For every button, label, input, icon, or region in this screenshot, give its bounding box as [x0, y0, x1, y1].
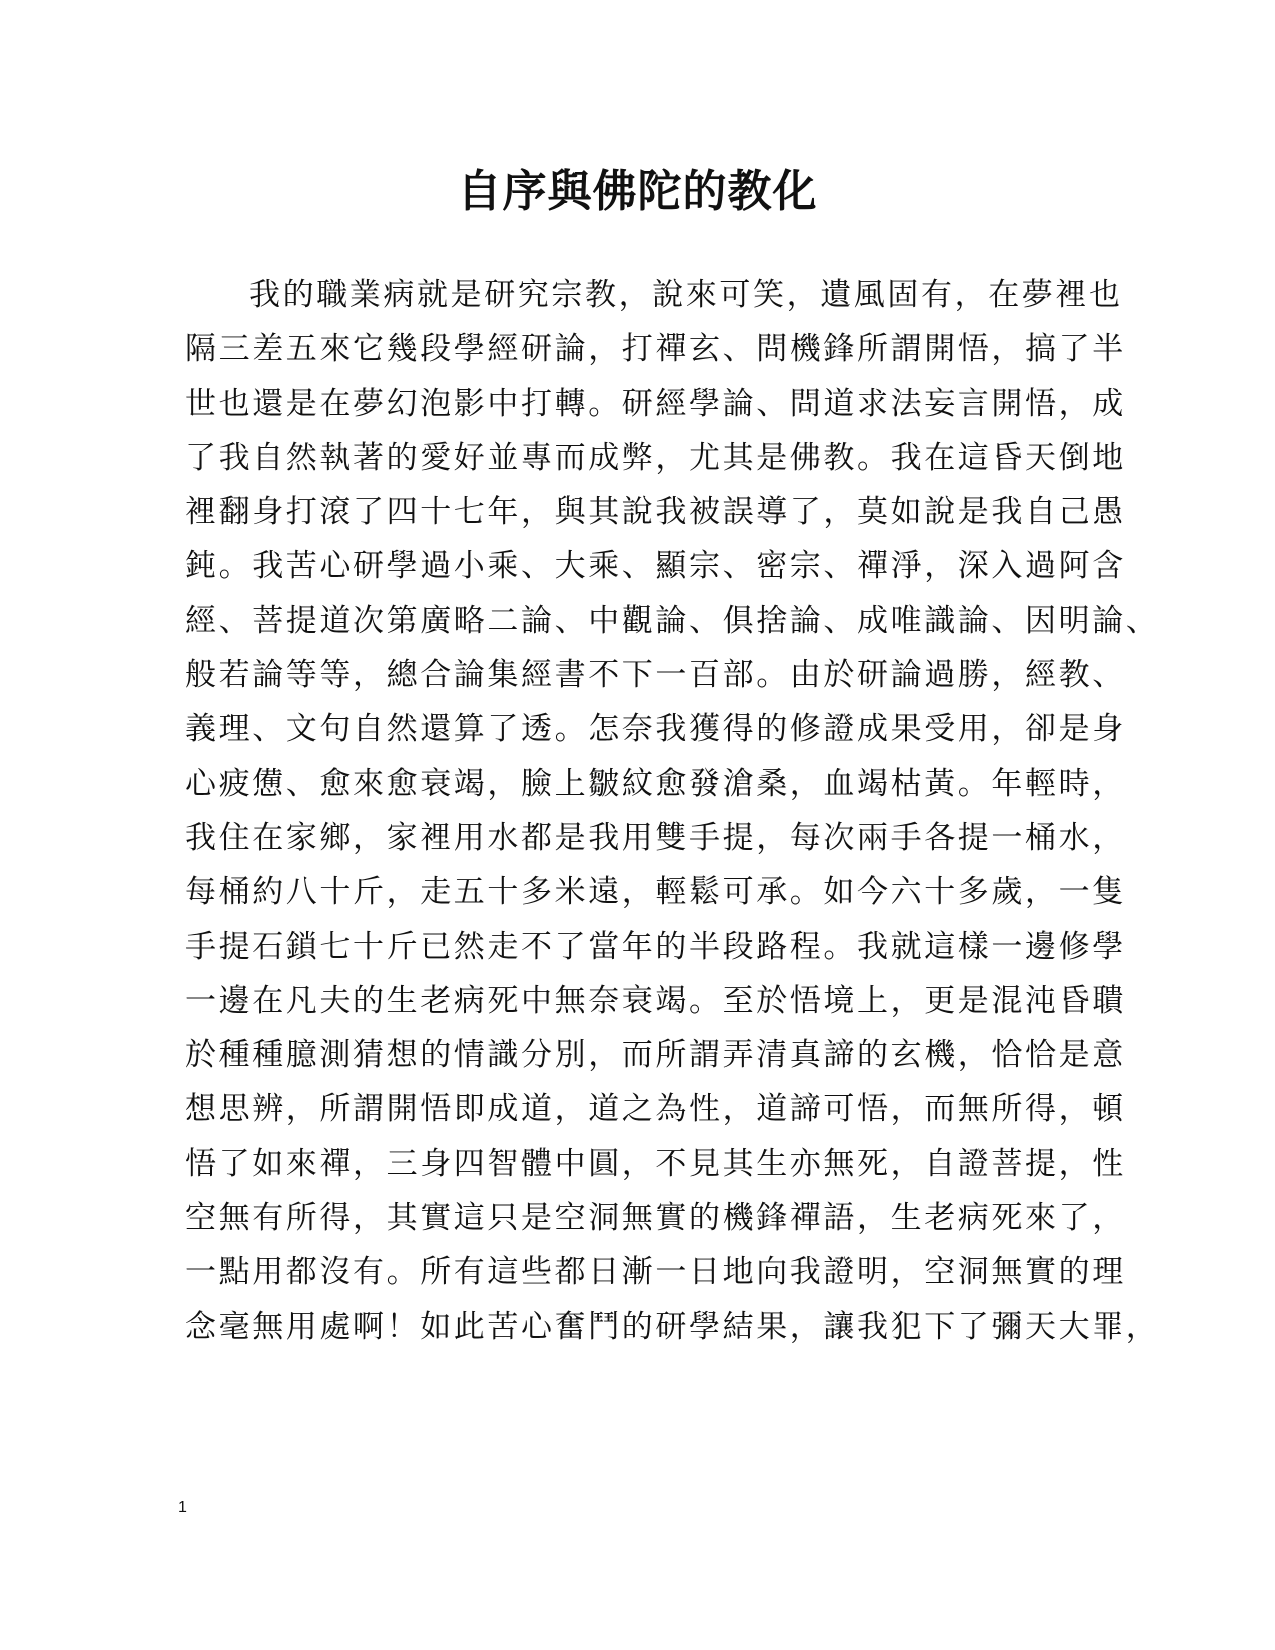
- text-line: 世也還是在夢幻泡影中打轉。研經學論、問道求法妄言開悟，成: [185, 385, 1126, 422]
- page-title: 自序與佛陀的教化: [457, 166, 818, 217]
- text-line: 了我自然執著的愛好並專而成弊，尤其是佛教。我在這昏天倒地: [185, 439, 1126, 476]
- text-line: 隔三差五來它幾段學經研論，打禪玄、問機鋒所謂開悟，搞了半: [185, 331, 1126, 368]
- text-line: 空無有所得，其實這只是空洞無實的機鋒禪語，生老病死來了，: [185, 1200, 1126, 1237]
- text-line: 想思辨，所謂開悟即成道，道之為性，道諦可悟，而無所得，頓: [185, 1091, 1126, 1128]
- text-line: 般若論等等，總合論集經書不下一百部。由於研論過勝，經教、: [185, 657, 1126, 694]
- text-line: 我住在家鄉，家裡用水都是我用雙手提，每次兩手各提一桶水，: [185, 819, 1126, 856]
- text-line: 裡翻身打滾了四十七年，與其說我被誤導了，莫如說是我自己愚: [185, 494, 1126, 531]
- text-line: 經、菩提道次第廣略二論、中觀論、俱捨論、成唯識論、因明論、: [185, 602, 1160, 639]
- text-line: 於種種臆測猜想的情識分別，而所謂弄清真諦的玄機，恰恰是意: [185, 1037, 1126, 1074]
- text-line: 悟了如來禪，三身四智體中圓，不見其生亦無死，自證菩提，性: [185, 1145, 1126, 1182]
- text-line: 鈍。我苦心研學過小乘、大乘、顯宗、密宗、禪淨，深入過阿含: [185, 548, 1126, 585]
- body-paragraph: [185, 268, 1160, 1354]
- text-line: 一點用都沒有。所有這些都日漸一日地向我證明，空洞無實的理: [185, 1254, 1126, 1291]
- text-line: 念毫無用處啊！如此苦心奮鬥的研學結果，讓我犯下了彌天大罪，: [185, 1308, 1160, 1345]
- text-line: 心疲憊、愈來愈衰竭，臉上皺紋愈發滄桑，血竭枯黃。年輕時，: [185, 765, 1126, 802]
- text-line: 一邊在凡夫的生老病死中無奈衰竭。至於悟境上，更是混沌昏聵: [185, 982, 1126, 1019]
- text-line: 手提石鎖七十斤已然走不了當年的半段路程。我就這樣一邊修學: [185, 928, 1126, 965]
- page-number: 1: [178, 1499, 187, 1516]
- text-line: 每桶約八十斤，走五十多米遠，輕鬆可承。如今六十多歲，一隻: [185, 874, 1126, 911]
- text-line: 義理、文句自然還算了透。怎奈我獲得的修證成果受用，卻是身: [185, 711, 1126, 748]
- text-line: 我的職業病就是研究宗教，說來可笑，遺風固有，在夢裡也: [249, 277, 1123, 313]
